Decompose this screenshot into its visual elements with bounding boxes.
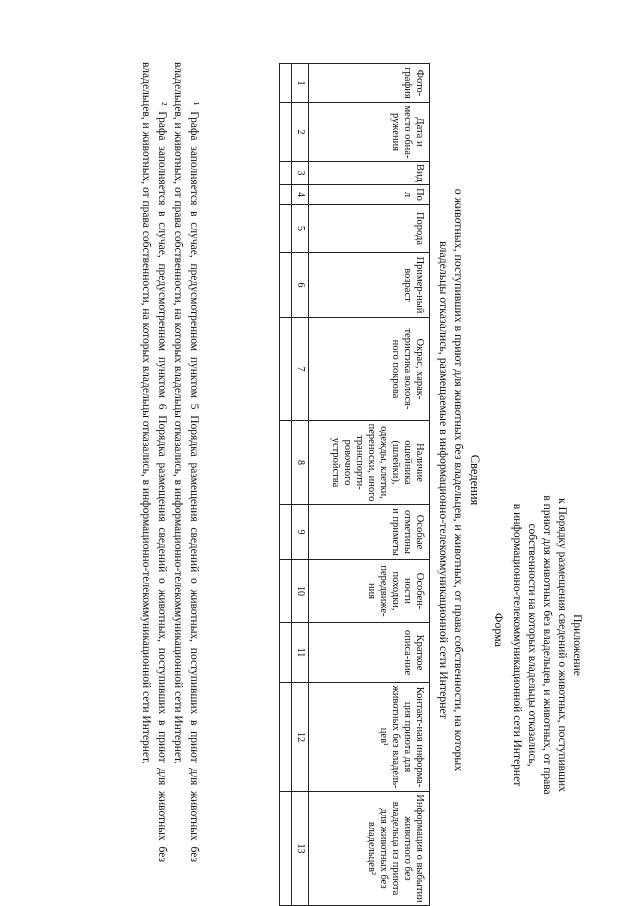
appendix-line: к Порядку размещения сведений о животных, поступивших — [556, 498, 568, 792]
column-number: 7 — [292, 318, 309, 421]
header-cell-age: Пример-ный возраст — [309, 253, 430, 318]
header-cell-date-place: Дата и место обна-ружения — [309, 103, 430, 162]
footnote-2: ² Графа заполняется в случае, предусмотренном пунктом 6 Порядка размещения сведений о животных, поступивших в приют для животных без владельцев, и животных, от права собственности, на которых владельцы отказались, в информационно-телекоммуникационной сети Интернет. — [140, 62, 168, 862]
appendix-line: собственности на которых владельцы отказались, — [526, 523, 538, 767]
column-number: 6 — [292, 253, 309, 318]
empty-cell — [280, 623, 292, 683]
header-cell-coat: Окрас, харак-теристика волося-ного покрова — [309, 318, 430, 421]
empty-cell — [280, 421, 292, 505]
appendix-line: в информационно-телекоммуникационной сети Интернет — [511, 503, 523, 787]
footnote-1: ¹ Графа заполняется в случае, предусмотренном пунктом 5 Порядка размещения сведений о животных, поступивших в приют для животных без владельцев, и животных, от права собственности, на которых владельцы отказались, в информационно-телекоммуникационной сети Интернет. — [172, 62, 200, 862]
empty-cell — [280, 103, 292, 162]
header-cell-breed: Порода — [309, 205, 430, 253]
column-number: 5 — [292, 205, 309, 253]
header-cell-marks: Особые отметины и приметы — [309, 505, 430, 560]
subtitle-line: владельцы отказались, размещаемые в информационно-телекоммуникационной сети Интернет — [437, 241, 451, 719]
header-cell-sex: Пол — [309, 185, 430, 205]
form-table — [279, 63, 430, 906]
form-label: Форма — [492, 612, 506, 647]
appendix-block — [509, 430, 584, 860]
empty-cell — [280, 253, 292, 318]
header-cell-gait: Особен-ности походки, передвиже-ния — [309, 560, 430, 623]
empty-cell — [280, 792, 292, 906]
appendix-line: в приют для животных без владельцев, и животных, от права — [541, 495, 553, 795]
column-number: 1 — [292, 64, 309, 103]
header-cell-departure: Информация о выбытии животного без владельца из приюта для животных без владельцев² — [309, 792, 430, 906]
column-number: 2 — [292, 103, 309, 162]
column-number: 4 — [292, 185, 309, 205]
header-cell-description: Краткое описа-ние — [309, 623, 430, 683]
footnotes — [138, 62, 202, 862]
subtitle-line: о животных, поступивших в приют для животных без владельцев, и животных, от права собственности, на которых — [452, 188, 466, 772]
table-empty-row — [280, 64, 292, 906]
empty-cell — [280, 683, 292, 792]
header-cell-collar: Наличие ошейника (шлейки), одежды, клетки, переноски, иного транспорти-ровочного устройства — [309, 421, 430, 505]
column-number: 10 — [292, 560, 309, 623]
column-number: 13 — [292, 792, 309, 906]
column-number: 12 — [292, 683, 309, 792]
appendix-title: Приложение — [571, 614, 583, 676]
column-number: 11 — [292, 623, 309, 683]
column-number: 3 — [292, 162, 309, 185]
header-cell-photo: Фото-графия — [309, 64, 430, 103]
empty-cell — [280, 560, 292, 623]
empty-cell — [280, 64, 292, 103]
document-subtitle — [436, 60, 466, 900]
table-number-row — [292, 64, 309, 906]
header-cell-contact: Контакт-ная информа-ция приюта для животных без владель-цев¹ — [309, 683, 430, 792]
empty-cell — [280, 505, 292, 560]
empty-cell — [280, 185, 292, 205]
header-cell-species: Вид — [309, 162, 430, 185]
empty-cell — [280, 205, 292, 253]
empty-cell — [280, 162, 292, 185]
document-title: Сведения — [468, 454, 482, 506]
column-number: 9 — [292, 505, 309, 560]
table-header-row — [309, 64, 430, 906]
column-number: 8 — [292, 421, 309, 505]
form-label-row — [490, 0, 508, 905]
empty-cell — [280, 318, 292, 421]
